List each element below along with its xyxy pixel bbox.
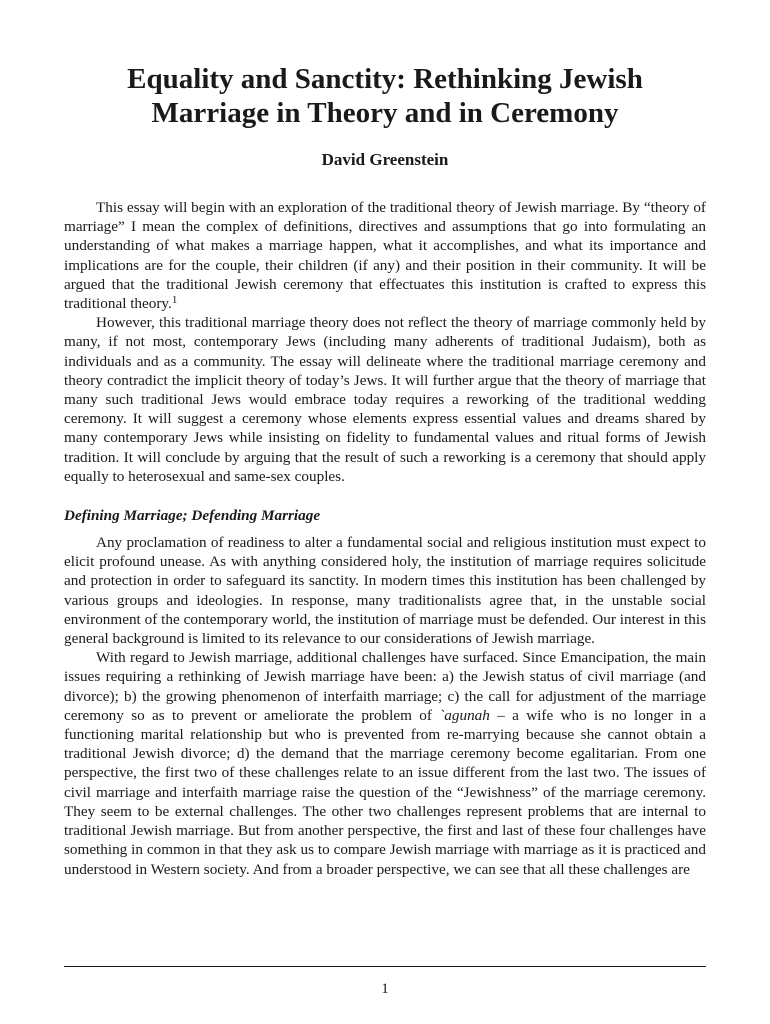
agunah-term: `agunah (439, 706, 490, 724)
article-body (64, 198, 706, 879)
section-paragraph-2-rest: – a wife who is no longer in a functioning marital relationship but who is prevented from re-marrying because she cannot obtain a traditional Jewish divorce; d) the demand that the marriage ceremony become egalitarian. From one perspective, the first two of these challenges relate to an issue different from the last two. The issues of civil marriage and interfaith marriage raise the question of the “Jewishness” of the marriage ceremony. They seem to be external challenges. The other two challenges represent problems that are internal to traditional Jewish marriage. But from another perspective, the first and last of these four challenges have something in common in that they ask us to compare Jewish marriage with marriage as it is practiced and understood in Western society. And from a broader perspective, we can see that all these challenges are (64, 706, 706, 878)
page-number: 1 (381, 981, 389, 997)
section-heading: Defining Marriage; Defending Marriage (64, 507, 321, 525)
article-title (64, 62, 706, 130)
intro-paragraph-1-text: This essay will begin with an exploration of the traditional theory of Jewish marriage. By “theory of marriage” I mean the complex of definitions, directives and assumptions that go into formulating an understanding of what makes a marriage happen, what it accomplishes, and what its importance and implications are for the couple, their children (if any) and their position in their community. It will be argued that the traditional Jewish ceremony that effectuates this institution is crafted to express this traditional theory. (64, 199, 706, 313)
footnote-marker[interactable]: 1 (171, 294, 178, 307)
title-line-1: Equality and Sanctity: Rethinking Jewish (127, 63, 643, 95)
section-paragraph-2 (64, 648, 706, 878)
intro-paragraph-1 (64, 198, 706, 313)
footer-rule (64, 966, 706, 967)
author-name: David Greenstein (321, 150, 449, 169)
title-line-2: Marriage in Theory and in Ceremony (151, 97, 619, 129)
intro-paragraph-2: However, this traditional marriage theory does not reflect the theory of marriage commonly held by many, if not most, contemporary Jews (including many adherents of traditional Judaism), both as individuals and as a community. The essay will delineate where the traditional marriage ceremony and theory contradict the implicit theory of today’s Jews. It will further argue that the theory of marriage that many such traditional Jews would embrace today requires a reworking of the traditional wedding ceremony. It will suggest a ceremony whose elements express essential values and dreams shared by many contemporary Jews while insisting on fidelity to fundamental values and ritual forms of Jewish tradition. It will conclude by arguing that the result of such a reworking is a ceremony that should apply equally to heterosexual and same-sex couples. (64, 314, 706, 485)
section-paragraph-1: Any proclamation of readiness to alter a fundamental social and religious institution must expect to elicit profound unease. As with anything considered holy, the institution of marriage requires solicitude and protection in order to safeguard its sanctity. In modern times this institution has been challenged by various groups and ideologies. In response, many traditionalists agree that, in the unstable social environment of the contemporary world, the institution of marriage must be defended. Our interest in this general background is limited to its relevance to our considerations of Jewish marriage. (64, 534, 706, 648)
section-paragraph-2-start: With regard to Jewish marriage, additional challenges have surfaced. Since Emancipation, the main issues requiring a rethinking of Jewish marriage have been: a) the Jewish status of civil marriage (and divorce); b) the growing phenomenon of interfaith marriage; c) the call for adjustment of the marriage ceremony so as to prevent or ameliorate the problem of (64, 649, 706, 724)
